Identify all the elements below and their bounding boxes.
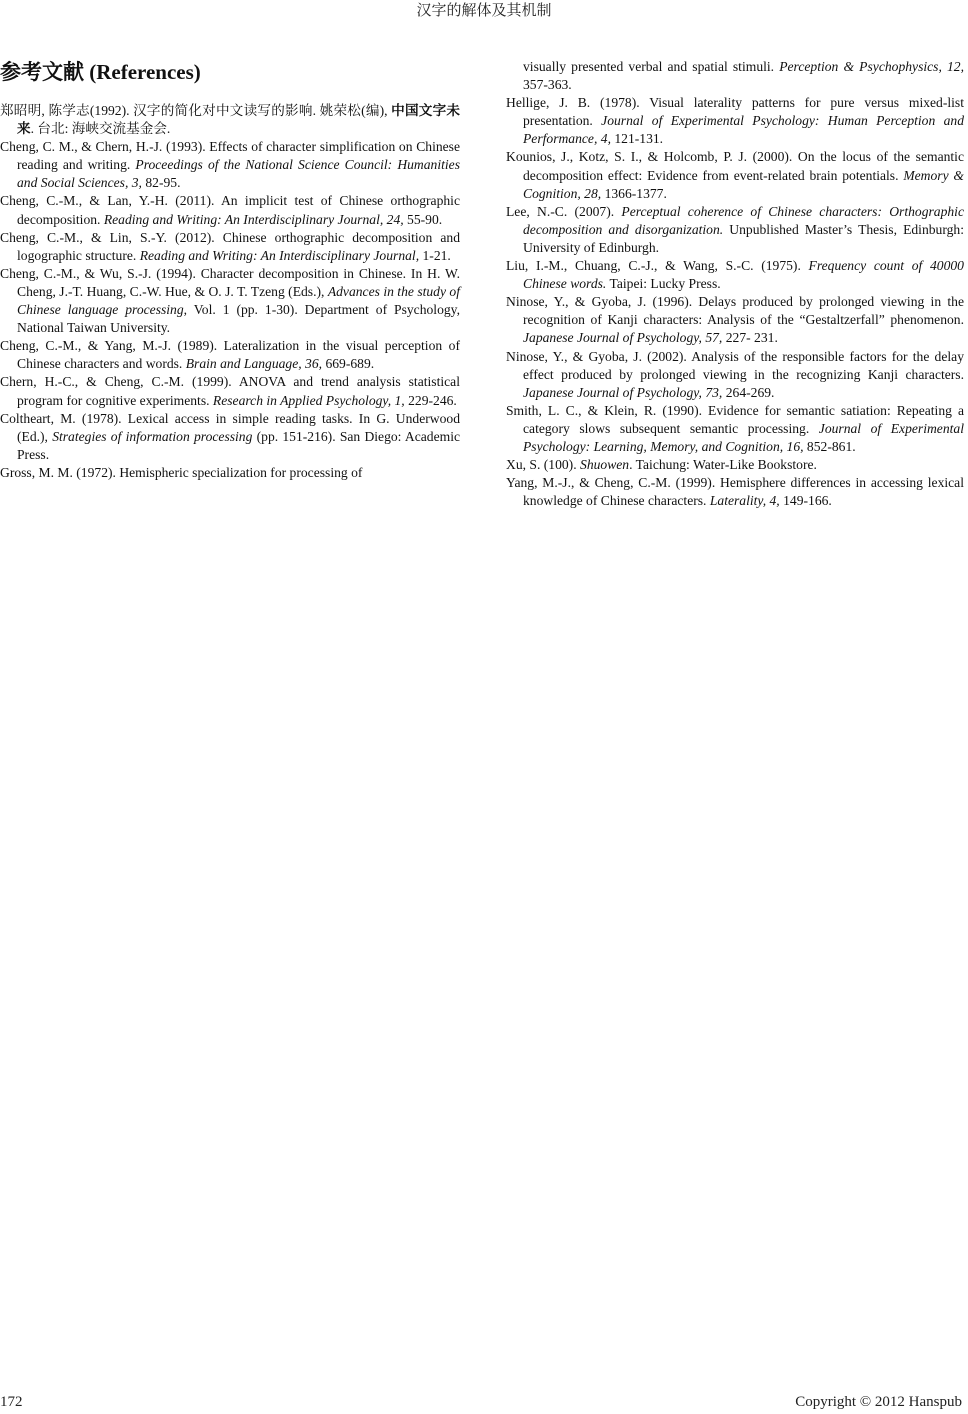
reference-text: Xu, S. (100). (506, 457, 581, 473)
reference-text: Hellige, J. B. (1978). Visual laterality patterns for pure versus mixed-list presentation. (506, 95, 964, 129)
reference-source-italic: Brain and Language, 36, (185, 356, 323, 372)
reference-source-italic: Memory & Cognition, 28, (523, 167, 964, 201)
reference-text: Cheng, C.-M., & Lan, Y.-H. (2011). An implicit test of Chinese orthographic decomposition. (0, 193, 460, 227)
reference-entry (0, 410, 460, 464)
reference-entry (0, 373, 460, 409)
reference-text: Cheng, C. M., & Chern, H.-J. (1993). Effects of character simplification on Chinese reading and writing. (0, 139, 460, 173)
reference-entry (506, 456, 964, 474)
reference-entry (506, 402, 964, 456)
reference-text: 669-689. (322, 356, 375, 372)
running-header: 汉字的解体及其机制 (416, 3, 552, 19)
reference-text: Cheng, C.-M., & Yang, M.-J. (1989). Lateralization in the visual perception of Chinese characters and words. (0, 338, 460, 372)
reference-text: (pp. 151-216). San Diego: Academic Press. (17, 428, 461, 462)
reference-entry (506, 348, 964, 402)
reference-entry (0, 265, 460, 337)
reference-text: 357-363. (523, 77, 572, 93)
reference-source-italic: Laterality, 4, (709, 493, 780, 509)
reference-text: Smith, L. C., & Klein, R. (1990). Evidence for semantic satiation: Repeating a category slows subsequent semantic processing. (506, 402, 964, 436)
reference-entry (506, 148, 964, 202)
reference-source-italic: Strategies of information processing (52, 428, 253, 444)
reference-entry (0, 337, 460, 373)
reference-text: Ninose, Y., & Gyoba, J. (1996). Delays produced by prolonged viewing in the recognition of Kanji characters: Analysis of the “Gestaltzerfall” phenomenon. (506, 294, 964, 328)
reference-text: 1-21. (419, 247, 451, 263)
section-title: 参考文献 (References) (0, 60, 201, 84)
reference-text: Chern, H.-C., & Cheng, C.-M. (1999). ANOVA and trend analysis statistical program for cognitive experiments. (0, 374, 460, 408)
reference-source-italic: Journal of Experimental Psychology: Learning, Memory, and Cognition, 16, (523, 420, 964, 454)
copyright-notice: Copyright © 2012 Hanspub (795, 1394, 962, 1410)
reference-entry (506, 58, 964, 94)
reference-text: 149-166. (779, 493, 832, 509)
reference-source-italic: Journal of Experimental Psychology: Human Perception and Performance, 4, (523, 113, 964, 147)
references-left-column (0, 58, 460, 482)
reference-source-italic: Japanese Journal of Psychology, 73, (523, 384, 723, 400)
reference-source-italic: Reading and Writing: An Interdisciplinary Journal, (139, 247, 420, 263)
reference-text: Unpublished Master’s Thesis, Edinburgh: University of Edinburgh. (523, 221, 964, 255)
reference-text: Kounios, J., Kotz, S. I., & Holcomb, P. J. (2000). On the locus of the semantic decomposition effect: Evidence from event-related brain potentials. (506, 149, 964, 183)
reference-text: Taipei: Lucky Press. (606, 276, 721, 292)
reference-text: Lee, N.-C. (2007). (506, 203, 622, 219)
reference-source-italic: Research in Applied Psychology, 1, (212, 392, 405, 408)
reference-source-italic: Advances in the study of Chinese language processing (17, 283, 460, 318)
reference-source-italic: Proceedings of the National Science Council: Humanities and Social Sciences, 3, (17, 157, 460, 191)
page-number: 172 (0, 1394, 23, 1410)
reference-entry (506, 293, 964, 347)
reference-entry (506, 94, 964, 148)
reference-text: Cheng, C.-M., & Wu, S.-J. (1994). Character decomposition in Chinese. In H. W. Cheng, J.-T. Huang, C.-W. Hue, & O. J. T. Tzeng (Eds.), (0, 265, 460, 299)
reference-text: visually presented verbal and spatial stimuli. (523, 59, 780, 74)
reference-source-italic: Perception & Psychophysics, 12, (779, 59, 964, 74)
reference-entry (0, 464, 460, 482)
reference-entry (0, 192, 460, 228)
reference-text: 121-131. (610, 131, 664, 147)
reference-text: 227- 231. (722, 330, 778, 346)
reference-text: Gross, M. M. (1972). Hemispheric specialization for processing of (0, 464, 363, 480)
reference-entry (0, 229, 460, 265)
reference-text: . Taichung: Water-Like Bookstore. (629, 457, 817, 473)
reference-text: 55-90. (403, 211, 443, 227)
reference-text: Liu, I.-M., Chuang, C.-J., & Wang, S.-C. (1975). (506, 258, 809, 274)
reference-entry (506, 257, 964, 293)
reference-source-italic: Perceptual coherence of Chinese characters: Orthographic decomposition and disorganization. (523, 203, 964, 237)
reference-text: 郑昭明, 陈学志(1992). 汉字的简化对中文读写的影响. 姚荣松(编), (0, 103, 392, 118)
reference-text: 中国文字未来 (17, 103, 461, 137)
reference-text: 264-269. (722, 384, 775, 400)
reference-text: 82-95. (141, 175, 181, 191)
reference-entry (506, 203, 964, 257)
reference-text: Coltheart, M. (1978). Lexical access in simple reading tasks. In G. Underwood (Ed.), (0, 410, 460, 444)
reference-source-italic: Reading and Writing: An Interdisciplinary Journal, 24, (103, 211, 404, 227)
reference-text: Ninose, Y., & Gyoba, J. (2002). Analysis of the responsible factors for the delay effect produced by prolonged viewing in the recognizing Kanji characters. (506, 348, 964, 382)
reference-text: . 台北: 海峡交流基金会. (30, 121, 171, 137)
reference-text: 229-246. (404, 392, 457, 408)
reference-source-italic: Japanese Journal of Psychology, 57, (523, 330, 723, 346)
reference-text: Yang, M.-J., & Cheng, C.-M. (1999). Hemisphere differences in accessing lexical knowledge of Chinese characters. (506, 475, 964, 509)
reference-text: 1366-1377. (601, 185, 667, 201)
reference-list-right (506, 58, 964, 510)
reference-text: Cheng, C.-M., & Lin, S.-Y. (2012). Chinese orthographic decomposition and logographic structure. (0, 229, 460, 263)
reference-text: , Vol. 1 (pp. 1-30). Department of Psychology, National Taiwan University. (17, 302, 460, 336)
reference-text: 852-861. (803, 438, 856, 454)
reference-source-italic: Shuowen (580, 457, 630, 473)
reference-source-italic: Frequency count of 40000 Chinese words. (523, 258, 964, 292)
reference-list-left (0, 102, 460, 482)
references-right-column (506, 58, 964, 510)
reference-entry (0, 138, 460, 192)
reference-entry (506, 474, 964, 510)
reference-entry (0, 102, 460, 138)
